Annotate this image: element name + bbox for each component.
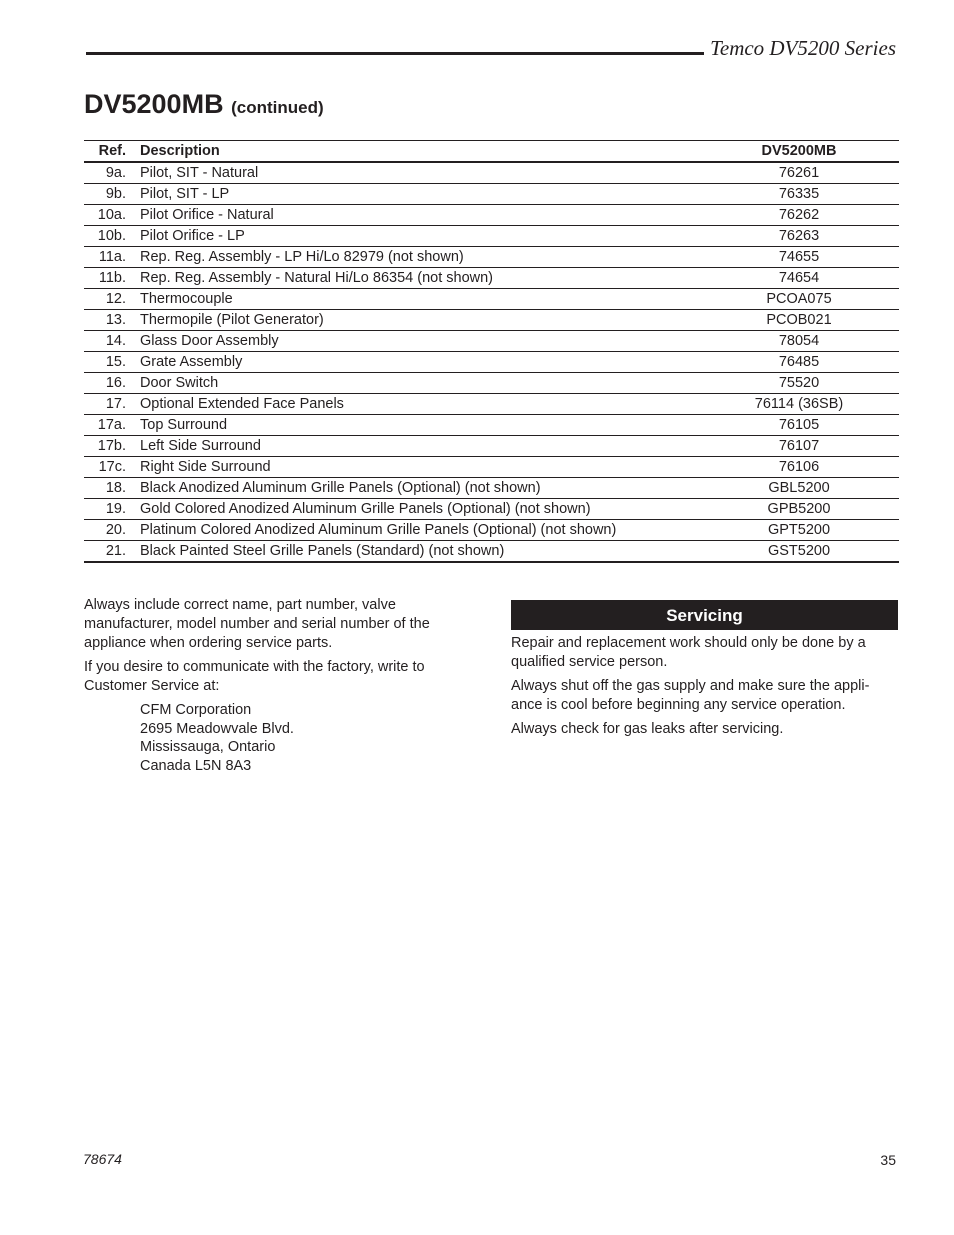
table-row [84, 289, 899, 310]
column-header-ref: Ref. [84, 141, 140, 163]
part-number-cell: 78054 [699, 331, 899, 352]
table-row [84, 226, 899, 247]
description-cell: Left Side Surround [140, 436, 699, 457]
description-cell: Pilot Orifice - LP [140, 226, 699, 247]
ref-cell: 20. [84, 520, 140, 541]
header-rule [86, 52, 704, 55]
address-line: CFM Corporation [140, 702, 252, 718]
description-cell: Rep. Reg. Assembly - LP Hi/Lo 82979 (not shown) [140, 247, 699, 268]
ordering-paragraph: Always include correct name, part number, valve manufacturer, model number and serial number of the appliance when ordering service parts. [84, 597, 430, 651]
ref-cell: 9a. [84, 162, 140, 184]
description-cell: Thermocouple [140, 289, 699, 310]
part-number-cell: 74654 [699, 268, 899, 289]
table-row [84, 268, 899, 289]
part-number-cell: GPB5200 [699, 499, 899, 520]
part-number-cell: 76106 [699, 457, 899, 478]
ref-cell: 11a. [84, 247, 140, 268]
part-number-cell: 76105 [699, 415, 899, 436]
table-row [84, 331, 899, 352]
contact-paragraph: If you desire to communicate with the factory, write to Customer Service at: [84, 659, 425, 694]
description-cell: Optional Extended Face Panels [140, 394, 699, 415]
description-cell: Glass Door Assembly [140, 331, 699, 352]
part-number-cell: PCOA075 [699, 289, 899, 310]
part-number-cell: 76261 [699, 162, 899, 184]
table-row [84, 373, 899, 394]
table-row [84, 499, 899, 520]
part-number-cell: 76262 [699, 205, 899, 226]
parts-table [84, 140, 899, 563]
description-cell: Pilot Orifice - Natural [140, 205, 699, 226]
part-number-cell: 76114 (36SB) [699, 394, 899, 415]
table-row [84, 184, 899, 205]
servicing-paragraph: Always check for gas leaks after servicing. [511, 721, 784, 737]
address-line: Mississauga, Ontario [140, 739, 276, 755]
description-cell: Pilot, SIT - LP [140, 184, 699, 205]
part-number-cell: 76263 [699, 226, 899, 247]
address-line: Canada L5N 8A3 [140, 757, 252, 774]
description-cell: Thermopile (Pilot Generator) [140, 310, 699, 331]
ref-cell: 17a. [84, 415, 140, 436]
table-row [84, 436, 899, 457]
ref-cell: 11b. [84, 268, 140, 289]
part-number-cell: PCOB021 [699, 310, 899, 331]
ref-cell: 18. [84, 478, 140, 499]
servicing-heading: Servicing [511, 600, 898, 630]
table-row [84, 541, 899, 563]
part-number-cell: GST5200 [699, 541, 899, 563]
ref-cell: 14. [84, 331, 140, 352]
ordering-info [84, 596, 474, 775]
column-header-part: DV5200MB [699, 141, 899, 163]
address-line: 2695 Meadowvale Blvd. [140, 720, 294, 737]
column-header-description: Description [140, 141, 699, 163]
table-header-row [84, 141, 899, 163]
description-cell: Platinum Colored Anodized Aluminum Grille Panels (Optional) (not shown) [140, 520, 699, 541]
page-number: 35 [880, 1152, 896, 1168]
part-number-cell: 76485 [699, 352, 899, 373]
table-row [84, 352, 899, 373]
servicing-section [511, 600, 898, 744]
table-row [84, 162, 899, 184]
table-row [84, 310, 899, 331]
description-cell: Grate Assembly [140, 352, 699, 373]
table-row [84, 415, 899, 436]
ref-cell: 17. [84, 394, 140, 415]
document-number: 78674 [83, 1151, 122, 1167]
description-cell: Top Surround [140, 415, 699, 436]
part-number-cell: 75520 [699, 373, 899, 394]
page-title [84, 86, 324, 126]
ref-cell: 9b. [84, 184, 140, 205]
ref-cell: 12. [84, 289, 140, 310]
part-number-cell: 74655 [699, 247, 899, 268]
table-row [84, 520, 899, 541]
part-number-cell: GPT5200 [699, 520, 899, 541]
ref-cell: 17c. [84, 457, 140, 478]
ref-cell: 10a. [84, 205, 140, 226]
table-row [84, 247, 899, 268]
continued-label: (continued) [231, 98, 324, 117]
part-number-cell: 76335 [699, 184, 899, 205]
parts-table-body [84, 162, 899, 562]
table-row [84, 205, 899, 226]
mailing-address [140, 701, 474, 775]
ref-cell: 19. [84, 499, 140, 520]
description-cell: Pilot, SIT - Natural [140, 162, 699, 184]
ref-cell: 10b. [84, 226, 140, 247]
description-cell: Right Side Surround [140, 457, 699, 478]
servicing-paragraph: Always shut off the gas supply and make sure the appli-ance is cool before beginning any service operation. [511, 678, 870, 713]
description-cell: Rep. Reg. Assembly - Natural Hi/Lo 86354 (not shown) [140, 268, 699, 289]
ref-cell: 16. [84, 373, 140, 394]
servicing-paragraph: Repair and replacement work should only be done by a qualified service person. [511, 635, 866, 670]
model-name: DV5200MB [84, 89, 224, 119]
ref-cell: 13. [84, 310, 140, 331]
description-cell: Black Anodized Aluminum Grille Panels (Optional) (not shown) [140, 478, 699, 499]
ref-cell: 21. [84, 541, 140, 563]
series-title: Temco DV5200 Series [710, 36, 896, 60]
ref-cell: 17b. [84, 436, 140, 457]
ref-cell: 15. [84, 352, 140, 373]
part-number-cell: GBL5200 [699, 478, 899, 499]
table-row [84, 457, 899, 478]
description-cell: Gold Colored Anodized Aluminum Grille Panels (Optional) (not shown) [140, 499, 699, 520]
table-row [84, 394, 899, 415]
table-row [84, 478, 899, 499]
description-cell: Black Painted Steel Grille Panels (Standard) (not shown) [140, 541, 699, 563]
description-cell: Door Switch [140, 373, 699, 394]
part-number-cell: 76107 [699, 436, 899, 457]
